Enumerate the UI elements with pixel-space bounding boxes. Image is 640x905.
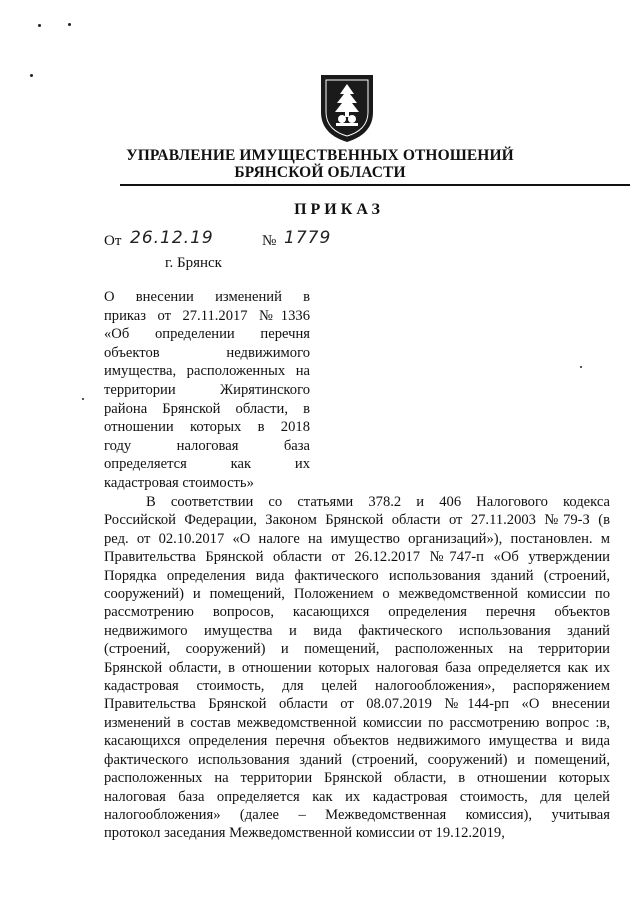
body-line: сооружений) и помещений, Положением о межведомственной комиссии по bbox=[104, 586, 610, 603]
subject-line: О внесении изменений в bbox=[104, 289, 310, 305]
body-line: касающихся определения перечня объектов недвижимого имущества и вида bbox=[104, 733, 610, 750]
body-line: налогообложения» (далее – Межведомственная комиссия), учитывая bbox=[104, 806, 610, 823]
body-line: фактического использования зданий (строений, сооружений) и помещений, bbox=[104, 751, 610, 768]
body-line: рассмотрению вопросов, касающихся определения перечня объектов bbox=[104, 604, 610, 621]
subject-line: района Брянской области, в bbox=[104, 400, 310, 417]
header-divider bbox=[120, 184, 630, 186]
body-line: Порядка определения вида фактического использования зданий (строений, bbox=[104, 567, 610, 584]
body-line: кадастровая стоимость, для целей налогообложения», распоряжением bbox=[104, 678, 610, 695]
organization-name-line2: БРЯНСКОЙ ОБЛАСТИ bbox=[234, 164, 406, 181]
scan-speck bbox=[82, 398, 84, 400]
body-line: В соответствии со статьями 378.2 и 406 Налогового кодекса bbox=[146, 494, 610, 510]
document-title: ПРИКАЗ bbox=[294, 201, 384, 218]
body-line: ред. от 02.10.2017 «О налоге на имущество организаций»), постановлен. м bbox=[104, 530, 610, 547]
subject-line: приказ от 27.11.2017 №1336 bbox=[104, 307, 310, 324]
body-line: протокол заседания Межведомственной комиссии от 19.12.2019, bbox=[104, 825, 505, 842]
subject-line: году налоговая база bbox=[104, 437, 310, 454]
subject-line: определяется как их bbox=[104, 456, 310, 473]
scan-speck bbox=[38, 24, 41, 27]
subject-line: отношении которых в 2018 bbox=[104, 419, 310, 436]
scan-speck bbox=[580, 366, 582, 368]
date-value-handwritten: 26.12.19 bbox=[130, 228, 214, 248]
bryansk-coat-of-arms-icon bbox=[318, 72, 376, 144]
subject-line: «Об определении перечня bbox=[104, 326, 310, 343]
body-line: налоговая база определяется как их кадастровая стоимость, для целей bbox=[104, 788, 610, 805]
subject-line: кадастровая стоимость» bbox=[104, 474, 254, 491]
body-line: (строений, сооружений) и помещений, расположенных на территории bbox=[104, 641, 610, 658]
city-name: г. Брянск bbox=[165, 255, 222, 271]
subject-line: объектов недвижимого bbox=[104, 344, 310, 361]
body-line: расположенных на территории Брянской области, в отношении которых bbox=[104, 770, 610, 787]
scan-speck bbox=[30, 74, 33, 77]
order-body-paragraph bbox=[104, 493, 610, 843]
number-value-handwritten: 1779 bbox=[284, 228, 332, 248]
body-line: изменений в состав межведомственной комиссии по рассмотрению вопрос :в, bbox=[104, 714, 610, 731]
date-label: От bbox=[104, 233, 122, 249]
body-line: Брянской области, в отношении которых налоговая база определяется как их bbox=[104, 659, 610, 676]
body-line: Российской Федерации, Законом Брянской области от 27.11.2003 №79-З (в bbox=[104, 512, 610, 529]
body-line: недвижимого имущества и вида фактического использования зданий bbox=[104, 622, 610, 639]
organization-name-line1: УПРАВЛЕНИЕ ИМУЩЕСТВЕННЫХ ОТНОШЕНИЙ bbox=[126, 147, 514, 164]
body-line: Правительства Брянской области от 08.07.2019 №144-рп «О внесении bbox=[104, 696, 610, 713]
number-label: № bbox=[262, 233, 277, 249]
subject-line: территории Жирятинского bbox=[104, 381, 310, 398]
order-subject bbox=[104, 288, 310, 493]
scan-speck bbox=[68, 23, 71, 26]
subject-line: имущества, расположенных на bbox=[104, 363, 310, 380]
body-line: Правительства Брянской области от 26.12.2017 №747-п «Об утверждении bbox=[104, 549, 610, 566]
